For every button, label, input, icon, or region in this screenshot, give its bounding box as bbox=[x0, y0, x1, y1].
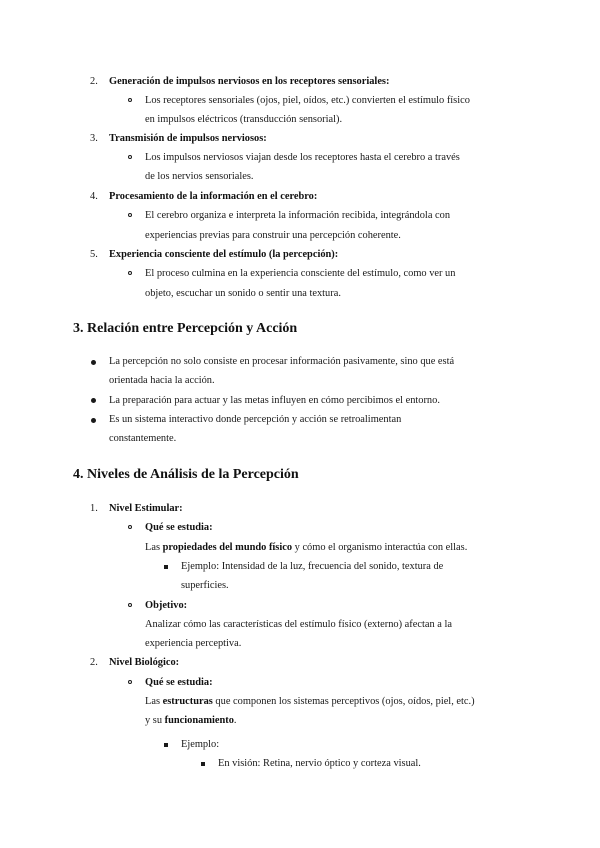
list-text: Los receptores sensoriales (ojos, piel, oídos, etc.) convierten el estímulo físico bbox=[145, 95, 470, 106]
hollow-bullet-icon bbox=[128, 603, 132, 607]
paragraph-line: experiencia perceptiva. bbox=[145, 638, 242, 649]
text-run: . bbox=[233, 715, 237, 726]
hollow-bullet-icon bbox=[128, 525, 132, 529]
text-run: Las bbox=[145, 542, 163, 553]
list-text: orientada hacia la acción. bbox=[109, 375, 215, 386]
text-run: y su bbox=[145, 715, 165, 726]
sub-label bbox=[145, 599, 187, 613]
section-heading: 3. Relación entre Percepción y Acción bbox=[73, 321, 298, 336]
paragraph-line: Analizar cómo las características del estímulo físico (externo) afectan a la bbox=[145, 619, 452, 630]
list-number: 3. bbox=[90, 133, 98, 144]
list-text: La percepción no solo consiste en procesar información pasivamente, sino que está bbox=[109, 356, 455, 367]
sub-label-text: Qué se estudia: bbox=[145, 522, 213, 533]
list-number: 5. bbox=[90, 249, 98, 260]
list-text: de los nervios sensoriales. bbox=[145, 171, 254, 182]
sub-label-text: Qué se estudia: bbox=[145, 677, 213, 688]
level-title bbox=[109, 656, 179, 670]
list-text: La preparación para actuar y las metas influyen en cómo percibimos el entorno. bbox=[109, 395, 440, 406]
step-title: Generación de impulsos nerviosos en los receptores sensoriales: bbox=[109, 76, 390, 87]
paragraph-line bbox=[145, 714, 237, 728]
list-text: El cerebro organiza e interpreta la información recibida, integrándola con bbox=[145, 210, 451, 221]
hollow-bullet-icon bbox=[128, 155, 132, 159]
list-item-title bbox=[109, 75, 389, 89]
bullet-icon bbox=[91, 360, 96, 365]
paragraph-line bbox=[145, 541, 467, 555]
list-text: En visión: Retina, nervio óptico y corteza visual. bbox=[218, 758, 421, 769]
list-number: 4. bbox=[90, 191, 98, 202]
bullet-icon bbox=[91, 398, 96, 403]
text-run: Las bbox=[145, 696, 163, 707]
hollow-bullet-icon bbox=[128, 213, 132, 217]
list-item-title bbox=[109, 132, 267, 146]
bullet-icon bbox=[91, 418, 96, 423]
list-text: superficies. bbox=[181, 580, 229, 591]
list-text: Es un sistema interactivo donde percepción y acción se retroalimentan bbox=[109, 414, 402, 425]
list-text: en impulsos eléctricos (transducción sensorial). bbox=[145, 114, 343, 125]
step-title: Procesamiento de la información en el cerebro: bbox=[109, 191, 318, 202]
list-number: 2. bbox=[90, 76, 98, 87]
text-run: que componen los sistemas perceptivos (ojos, oídos, piel, etc.) bbox=[212, 696, 475, 707]
list-text: El proceso culmina en la experiencia consciente del estímulo, como ver un bbox=[145, 268, 456, 279]
section-heading: 4. Niveles de Análisis de la Percepción bbox=[73, 467, 299, 482]
level-title bbox=[109, 502, 183, 516]
list-text: constantemente. bbox=[109, 433, 177, 444]
list-text: experiencias previas para construir una percepción coherente. bbox=[145, 230, 401, 241]
list-text: Ejemplo: bbox=[181, 739, 220, 750]
square-bullet-icon bbox=[164, 565, 168, 569]
hollow-bullet-icon bbox=[128, 271, 132, 275]
list-text: Los impulsos nerviosos viajan desde los receptores hasta el cerebro a través bbox=[145, 152, 460, 163]
hollow-bullet-icon bbox=[128, 680, 132, 684]
list-text: Ejemplo: Intensidad de la luz, frecuencia del sonido, textura de bbox=[181, 561, 444, 572]
list-text: objeto, escuchar un sonido o sentir una textura. bbox=[145, 288, 341, 299]
level-title-text: Nivel Estimular: bbox=[109, 503, 183, 514]
sub-label bbox=[145, 676, 213, 690]
bold-term: funcionamiento bbox=[164, 715, 234, 726]
level-title-text: Nivel Biológico: bbox=[109, 657, 180, 668]
step-title: Experiencia consciente del estímulo (la percepción): bbox=[109, 249, 339, 260]
sub-label bbox=[145, 521, 213, 535]
sub-label-text: Objetivo: bbox=[145, 600, 188, 611]
hollow-bullet-icon bbox=[128, 98, 132, 102]
step-title: Transmisión de impulsos nerviosos: bbox=[109, 133, 267, 144]
bold-term: propiedades del mundo físico bbox=[162, 542, 293, 553]
list-number: 2. bbox=[90, 657, 98, 668]
text-run: y cómo el organismo interactúa con ellas. bbox=[292, 542, 468, 553]
square-bullet-icon bbox=[201, 762, 205, 766]
paragraph-line bbox=[145, 695, 475, 709]
list-item-title bbox=[109, 190, 317, 204]
list-number: 1. bbox=[90, 503, 98, 514]
square-bullet-icon bbox=[164, 743, 168, 747]
list-item-title bbox=[109, 248, 338, 262]
bold-term: estructuras bbox=[162, 696, 213, 707]
